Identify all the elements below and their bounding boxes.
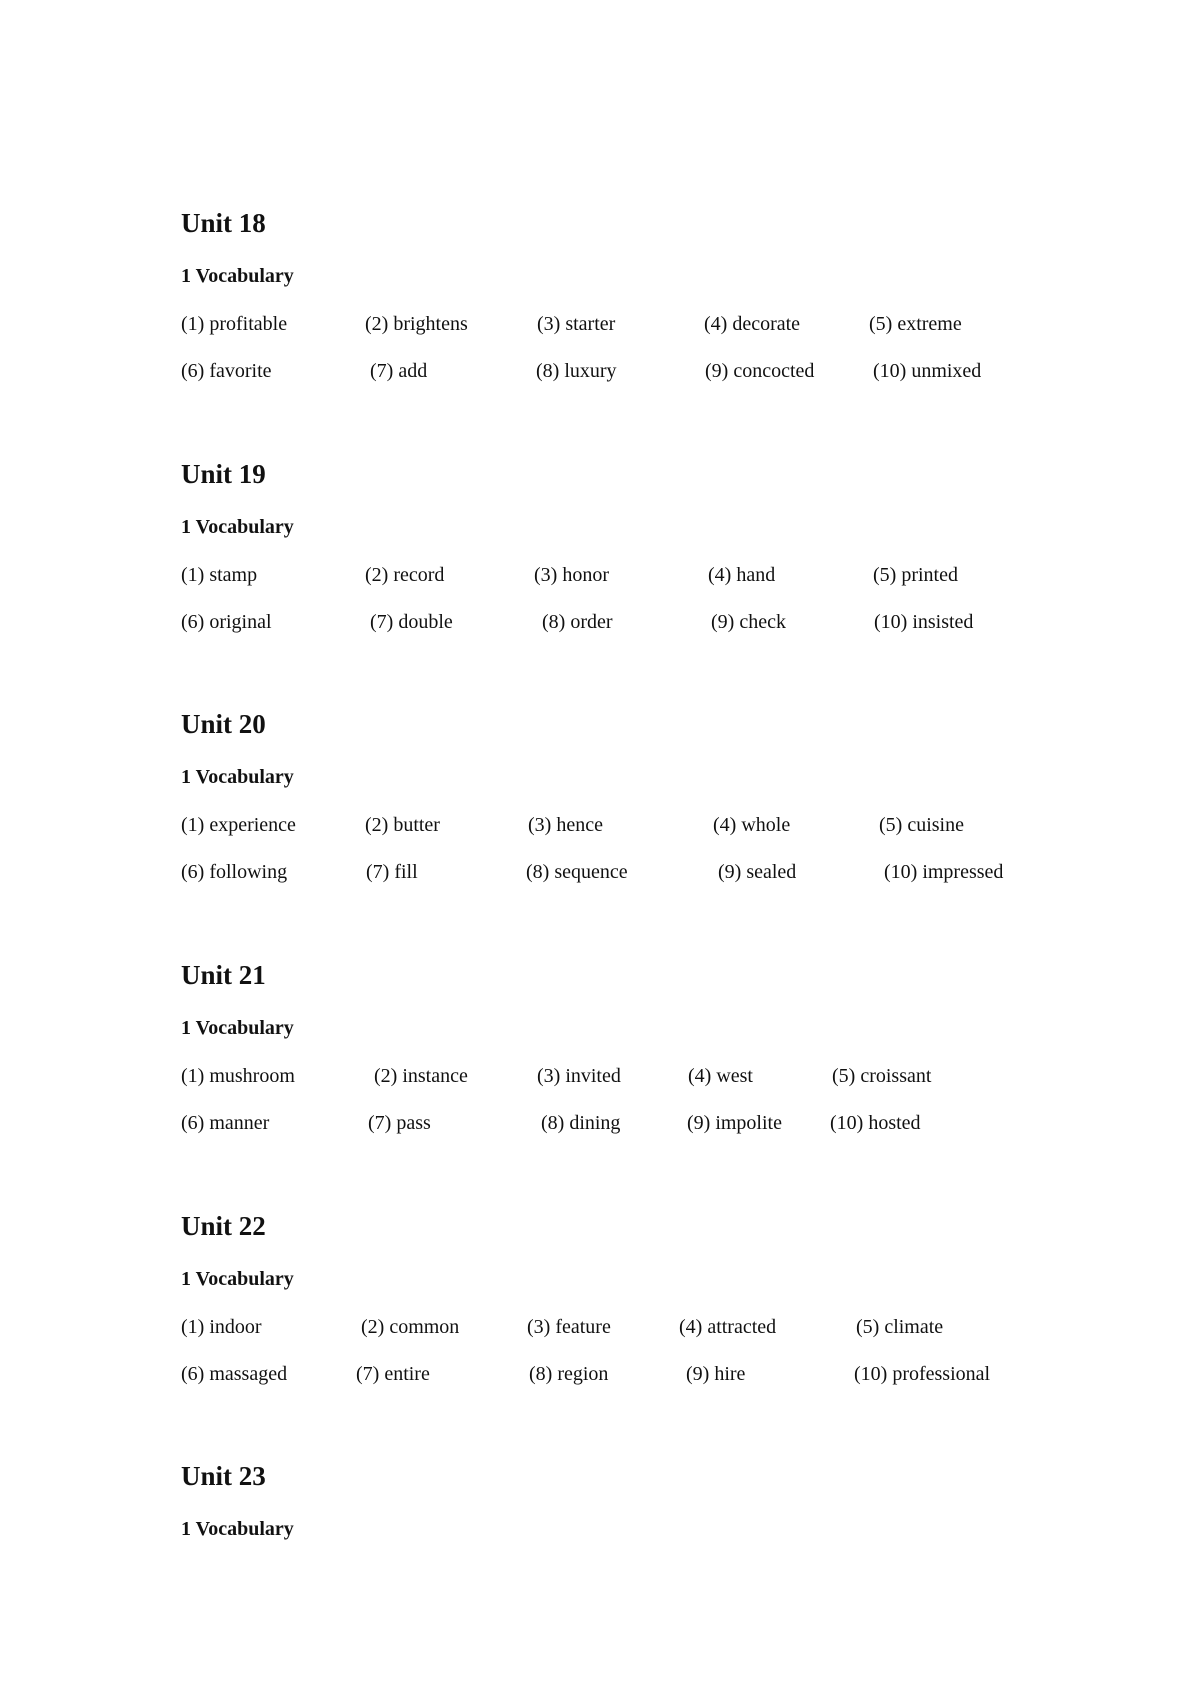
vocab-item: (10) insisted — [874, 611, 974, 633]
vocab-item: (5) climate — [856, 1316, 944, 1338]
vocab-item: (5) printed — [873, 564, 958, 586]
vocab-item: (4) attracted — [679, 1316, 777, 1338]
vocab-item: (1) profitable — [181, 313, 288, 335]
unit-title: Unit 19 — [181, 459, 266, 489]
vocab-row — [181, 358, 1081, 384]
vocab-row — [181, 609, 1081, 635]
section-title: 1 Vocabulary — [181, 1017, 294, 1039]
vocab-item: (2) instance — [374, 1065, 468, 1087]
vocab-item: (7) double — [370, 611, 453, 633]
vocab-item: (3) hence — [528, 814, 603, 836]
vocab-item: (8) dining — [541, 1112, 621, 1134]
vocab-item: (1) experience — [181, 814, 296, 836]
vocab-row — [181, 859, 1081, 885]
vocab-row — [181, 562, 1081, 588]
vocab-item: (8) order — [542, 611, 613, 633]
vocab-item: (10) impressed — [884, 861, 1004, 883]
vocab-item: (2) brightens — [365, 313, 468, 335]
vocab-item: (6) following — [181, 861, 288, 883]
unit-title: Unit 20 — [181, 709, 266, 739]
vocab-item: (10) unmixed — [873, 360, 982, 382]
unit-title: Unit 18 — [181, 208, 266, 238]
vocab-item: (8) region — [529, 1363, 609, 1385]
section-title: 1 Vocabulary — [181, 766, 294, 788]
vocab-item: (8) sequence — [526, 861, 628, 883]
vocab-item: (2) record — [365, 564, 445, 586]
vocab-row — [181, 311, 1081, 337]
vocab-item: (10) professional — [854, 1363, 991, 1385]
section-title: 1 Vocabulary — [181, 265, 294, 287]
vocab-item: (7) pass — [368, 1112, 431, 1134]
vocab-item: (9) impolite — [687, 1112, 782, 1134]
vocab-row — [181, 1063, 1081, 1089]
vocab-item: (7) entire — [356, 1363, 430, 1385]
vocab-item: (5) extreme — [869, 313, 962, 335]
vocab-item: (3) honor — [534, 564, 609, 586]
vocab-item: (4) whole — [713, 814, 791, 836]
unit-title: Unit 23 — [181, 1461, 266, 1491]
vocab-item: (1) mushroom — [181, 1065, 295, 1087]
vocab-item: (9) check — [711, 611, 786, 633]
vocab-item: (3) feature — [527, 1316, 611, 1338]
vocab-item: (6) original — [181, 611, 272, 633]
vocab-item: (2) butter — [365, 814, 440, 836]
vocab-item: (9) hire — [686, 1363, 746, 1385]
vocab-item: (4) hand — [708, 564, 776, 586]
vocab-row — [181, 1361, 1081, 1387]
vocab-item: (8) luxury — [536, 360, 617, 382]
vocab-item: (4) west — [688, 1065, 753, 1087]
vocab-item: (9) concocted — [705, 360, 815, 382]
vocab-item: (5) cuisine — [879, 814, 964, 836]
section-title: 1 Vocabulary — [181, 516, 294, 538]
vocab-item: (7) add — [370, 360, 428, 382]
vocab-row — [181, 812, 1081, 838]
vocab-item: (9) sealed — [718, 861, 797, 883]
vocab-item: (4) decorate — [704, 313, 801, 335]
vocab-item: (3) starter — [537, 313, 616, 335]
vocab-item: (7) fill — [366, 861, 418, 883]
vocab-row — [181, 1110, 1081, 1136]
unit-title: Unit 21 — [181, 960, 266, 990]
vocab-item: (6) favorite — [181, 360, 272, 382]
vocab-item: (10) hosted — [830, 1112, 921, 1134]
vocab-row — [181, 1314, 1081, 1340]
section-title: 1 Vocabulary — [181, 1518, 294, 1540]
vocab-item: (5) croissant — [832, 1065, 932, 1087]
vocab-item: (6) manner — [181, 1112, 270, 1134]
section-title: 1 Vocabulary — [181, 1268, 294, 1290]
vocab-item: (1) indoor — [181, 1316, 262, 1338]
vocab-item: (2) common — [361, 1316, 460, 1338]
unit-title: Unit 22 — [181, 1211, 266, 1241]
vocab-item: (1) stamp — [181, 564, 258, 586]
vocab-item: (3) invited — [537, 1065, 621, 1087]
vocab-item: (6) massaged — [181, 1363, 288, 1385]
